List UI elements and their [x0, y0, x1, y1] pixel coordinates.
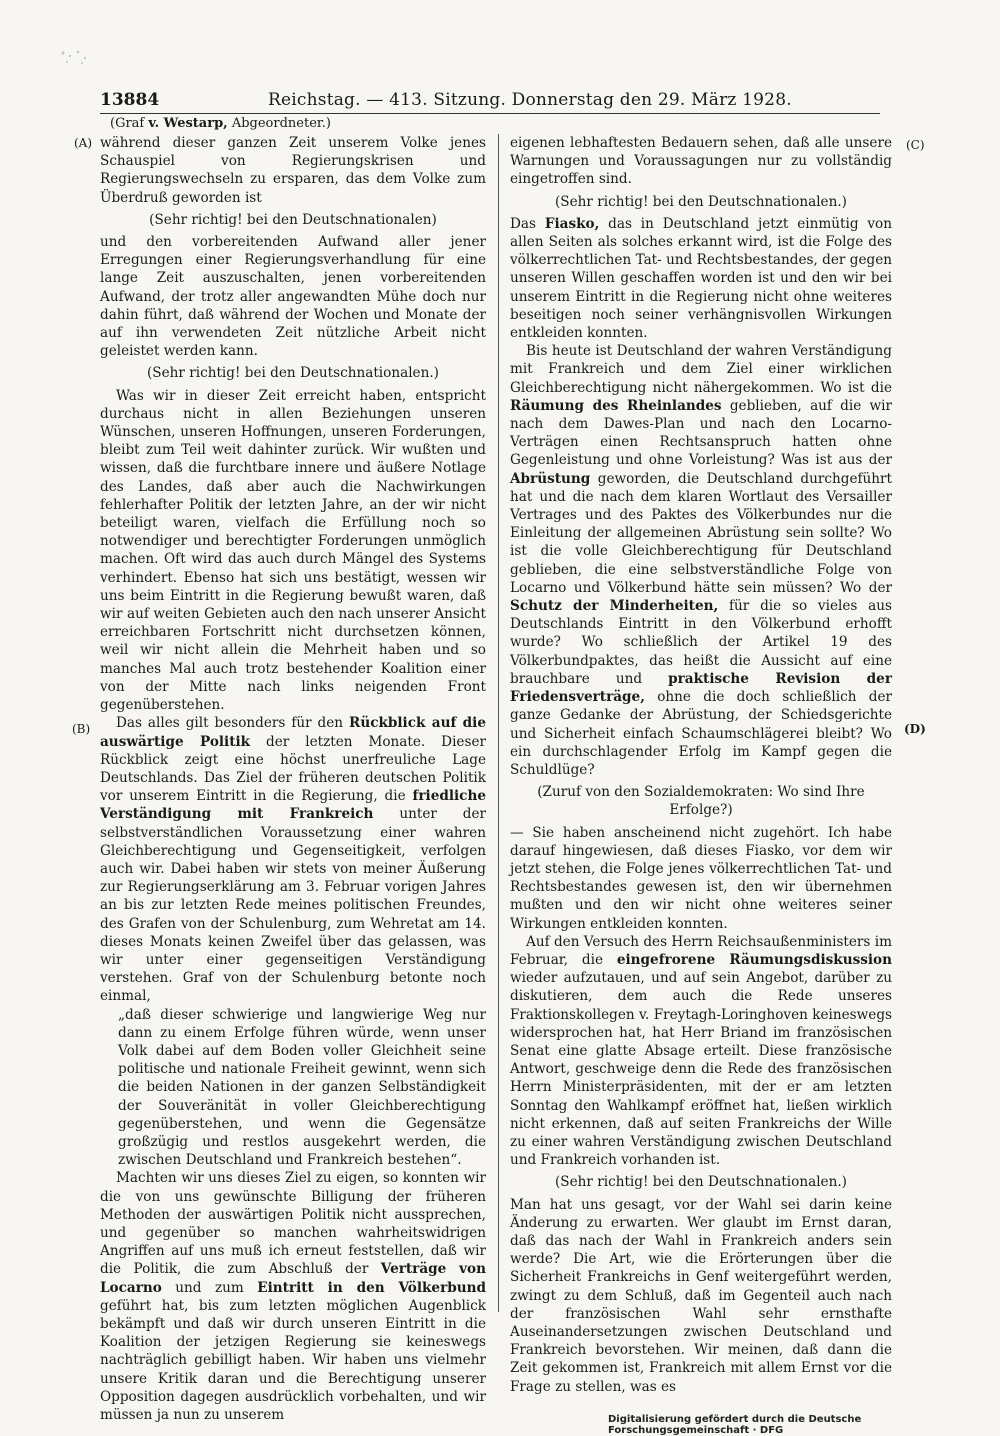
running-title: Reichstag. — 413. Sitzung. Donnerstag den 29. März 1928.: [268, 90, 792, 110]
interjection: (Sehr richtig! bei den Deutschnationalen.): [555, 193, 847, 210]
paragraph: Was wir in dieser Zeit erreicht haben, entspricht durchaus nicht in allen Beziehungen unseren Wünschen, unseren Hoffnungen, unseren Forderungen, bleibt zum Teil weit dahinter zurück. Wir wußten und wissen, daß die furchtbare innere und äußere Notlage des Landes, daß aber auch die Nachwirkungen fehlerhafter Politik der letzten Jahre, an der wir nicht beteiligt waren, vielfach die Erfüllung noch so notwendiger und berechtigter Forderungen unmöglich machen. Oft wird das auch durch Mängel des Systems verhindert. Ebenso hat sich uns bestätigt, wessen wir uns beim Eintritt in die Regierung bewußt waren, daß wir auf weiten Gebieten auch den nach unserer Ansicht erreichbaren Fortschritt nicht durchsetzen können, weil wir nicht allein die Mehrheit haben und so manches Mal auch trotz bestehender Koalition einer von der Mitte nach links neigenden Front gegenüberstehen.: [100, 387, 486, 714]
emphasis: Räumung des Rheinlandes: [510, 397, 722, 414]
margin-marker-c: (C): [906, 138, 925, 152]
paragraph: [100, 1169, 486, 1424]
text-run: Bis heute ist Deutschland der wahren Verständigung mit Frankreich und dem Ziel einer wirklichen Gleichberechtigung nicht nähergekommen. Wo ist die: [510, 343, 892, 396]
interjection: (Zuruf von den Sozialdemokraten: Wo sind Ihre Erfolge?): [537, 784, 865, 819]
page-number: 13884: [100, 90, 160, 110]
paragraph: eigenen lebhaftesten Bedauern sehen, daß alle unsere Warnungen und Voraussagungen nur zu vollständig eingetroffen sind.: [510, 135, 892, 188]
text-run: geworden, die Deutschland durchgeführt hat und die nach dem klaren Wortlaut des Versailler Vertrages und des Paktes des Völkerbundes nur die Einleitung der allgemeinen Abrüstung sein sollte? Wo ist die volle Gleichberechtigung für Deutschland geblieben, die eine selbstverständliche Folge von Locarno und Völkerbund hätte sein müssen? Wo der: [510, 470, 892, 596]
text-run: und zum: [161, 1279, 258, 1296]
text-run: Das: [510, 215, 545, 232]
text-run: das in Deutschland jetzt einmütig von allen Seiten als solches erkannt wird, ist die Folge des völkerrechtlichen Tat- und Rechtsbestandes, der gegen unseren Willen geschaffen worden ist und den wir bei unserem Eintritt in die Regierung nicht ohne weiteres beseitigen noch seiner verhängnisvollen Wirkungen entkleiden konnten.: [510, 215, 892, 342]
emphasis: Eintritt in den Völkerbund: [257, 1279, 487, 1296]
emphasis: friedliche Verständigung mit Frankreich: [100, 788, 486, 823]
paragraph: — Sie haben anscheinend nicht zugehört. Ich habe darauf hingewiesen, daß dieses Fiasko, vor dem wir jetzt stehen, die Folge jenes völkerrechtlichen Tat- und Rechtsbestandes gewesen ist, den wir übernehmen mußten und den wir nicht ohne weiteres seiner Wirkungen entkleiden konnten.: [510, 824, 892, 932]
interjection: (Sehr richtig! bei den Deutschnationalen): [149, 211, 437, 228]
paragraph: Man hat uns gesagt, vor der Wahl sei darin keine Änderung zu erwarten. Wer glaubt im Ernst daran, daß das nach der Wahl in Frankreich anders sein werde? Die Art, wie die Erörterungen über die Sicherheit Frankreichs in Genf weitergeführt werden, zwingt zu dem Schluß, daß im Gegenteil auch nach der französischen Wahl sehr ernsthafte Auseinandersetzungen zwischen Deutschland und Frankreich bevorstehen. Wir meinen, daß dann die Zeit gekommen ist, Frankreich mit allem Ernst vor die Frage zu stellen, was es: [510, 1196, 892, 1395]
emphasis: eingefrorene Räumungsdiskussion: [616, 951, 892, 968]
speaker-close: Abgeordneter.): [227, 116, 331, 131]
paragraph: und den vorbereitenden Aufwand aller jener Erregungen einer Regierungsverhandlung für eine lange Zeit auszuschalten, jenen vorbereitenden Aufwand, der trotz aller angewandten Mühe doch nur dahin führt, daß während der Wochen und Monate der auf ihn verwendeten Zeit nützliche Arbeit nicht geleistet werden kann.: [100, 234, 486, 360]
paragraph: während dieser ganzen Zeit unserem Volke jenes Schauspiel von Regierungskrisen und Regierungswechseln zu ersparen, das dem Volke zum Überdruß geworden ist: [100, 135, 486, 206]
interjection: (Sehr richtig! bei den Deutschnationalen.): [555, 1174, 847, 1191]
right-column: [510, 134, 892, 1396]
left-column: [100, 134, 486, 1424]
text-run: der letzten Monate. Dieser Rückblick zeigt eine höchst unerfreuliche Lage Deutschlands. Das Ziel der früheren deutschen Politik vor unserem Eintritt in die Regierung, die: [100, 733, 486, 805]
paragraph: [510, 215, 892, 342]
text-run: Machten wir uns dieses Ziel zu eigen, so konnten wir die von uns gewünschte Billigung der früheren Methoden der auswärtigen Politik nicht aussprechen, und gegenüber so manchen wahrheitswidrigen Angriffen auf uns muß ich erneut feststellen, daß wir die Politik, die zum Abschluß der: [100, 1170, 486, 1278]
emphasis: Verträge von Locarno: [100, 1261, 486, 1296]
emphasis: praktische Revision der Friedensverträge,: [510, 670, 892, 706]
margin-marker-d: (D): [904, 722, 926, 736]
speaker-name: v. Westarp,: [148, 116, 228, 131]
emphasis: Fiasko,: [544, 215, 600, 232]
paragraph: [510, 342, 892, 779]
margin-marker-b: (B): [72, 722, 91, 736]
paragraph: [100, 714, 486, 1005]
text-run: für die so vieles aus Deutschlands Eintritt in den Völkerbund erhofft wurde? Wo schließlich der Artikel 19 des Völkerbundpaktes, das heißt die Aussicht auf eine brauchbare und: [510, 598, 892, 687]
header-rule: [100, 113, 880, 114]
text-run: Das alles gilt besonders für den: [116, 715, 350, 732]
text-run: ohne die doch schließlich der ganze Gedanke der Abrüstung, der Schiedsgerichte und Sicherheit einfach Schaumschlägerei bleibt? Wo ein durchschlagender Erfolg im Kampf gegen die Schuldlüge?: [510, 689, 892, 778]
column-divider: [498, 134, 499, 1312]
emphasis: Rückblick auf die auswärtige Politik: [100, 715, 486, 750]
speaker-open: (Graf: [110, 116, 149, 131]
page-header: [100, 90, 880, 114]
margin-marker-a: (A): [74, 136, 93, 150]
interjection: (Sehr richtig! bei den Deutschnationalen.): [147, 365, 439, 382]
block-quote: „daß dieser schwierige und langwierige Weg nur dann zu einem Erfolge führen würde, wenn unser Volk dabei auf dem Boden voller Gleichheit seine politische und nationale Freiheit gewinnt, wenn sich die beiden Nationen in der ganzen Selbständigkeit der Souveränität in voller Gleichberechtigung gegenüberstehen, und wenn die Gegensätze großzügig und restlos ausgekehrt werden, die zwischen Deutschland und Frankreich bestehen“.: [118, 1006, 486, 1169]
text-run: unter der selbstverständlichen Voraussetzung einer wahren Gleichberechtigung und Gegenseitigkeit, verfolgen auch wir. Dabei haben wir stets von meiner Äußerung zur Regierungserklärung am 3. Februar vorigen Jahres an bis zur letzten Rede meines politischen Freundes, des Grafen von der Schulenburg, zum Wehretat am 14. dieses Monats keinen Zweifel über das gelassen, was wir unter einer gegenseitigen Verständigung verstehen. Graf von der Schulenburg betonte noch einmal,: [100, 806, 487, 1005]
speaker-line: [110, 116, 331, 131]
funding-footer: Digitalisierung gefördert durch die Deutsche Forschungsgemeinschaft · DFG: [608, 1414, 862, 1436]
text-run: Auf den Versuch des Herrn Reichsaußenministers im Februar, die: [510, 933, 892, 968]
text-run: wieder aufzutauen, und auf sein Angebot, darüber zu diskutieren, dem auch die Rede unseres Fraktionskollegen v. Freytagh-Loringhoven keineswegs widersprochen hat, hat Herr Briand im französischen Senat eine glatte Absage erteilt. Diese französische Antwort, geschweige denn die Rede des französischen Herrn Ministerpräsidenten, mit der er am letzten Sonntag den Wahlkampf eröffnet hat, ließen wirklich nicht erkennen, daß auf seiten Frankreichs der Wille zu einer wahren Verständigung zwischen Deutschland und Frankreich vorhanden ist.: [510, 970, 892, 1169]
emphasis: Schutz der Minderheiten,: [510, 598, 719, 615]
text-run: geführt hat, bis zum letzten möglichen Augenblick bekämpft und daß wir durch unseren Eintritt in die Koalition der jetzigen Regierung sie keineswegs nachträglich gebilligt haben. Wir haben uns vielmehr unsere Kritik daran und die Berechtigung unserer Opposition dagegen ausdrücklich vorbehalten, und wir müssen ja nun zu unserem: [100, 1297, 486, 1424]
library-stamp-mark: [58, 48, 92, 66]
emphasis: Abrüstung: [510, 470, 591, 487]
text-run: geblieben, auf die wir nach dem Dawes-Plan und nach den Locarno-Verträgen einen Rechtsanspruch hatten ohne Gegenleistung und ohne Vorleistung? Was ist aus der: [510, 397, 892, 469]
paragraph: [510, 933, 892, 1170]
